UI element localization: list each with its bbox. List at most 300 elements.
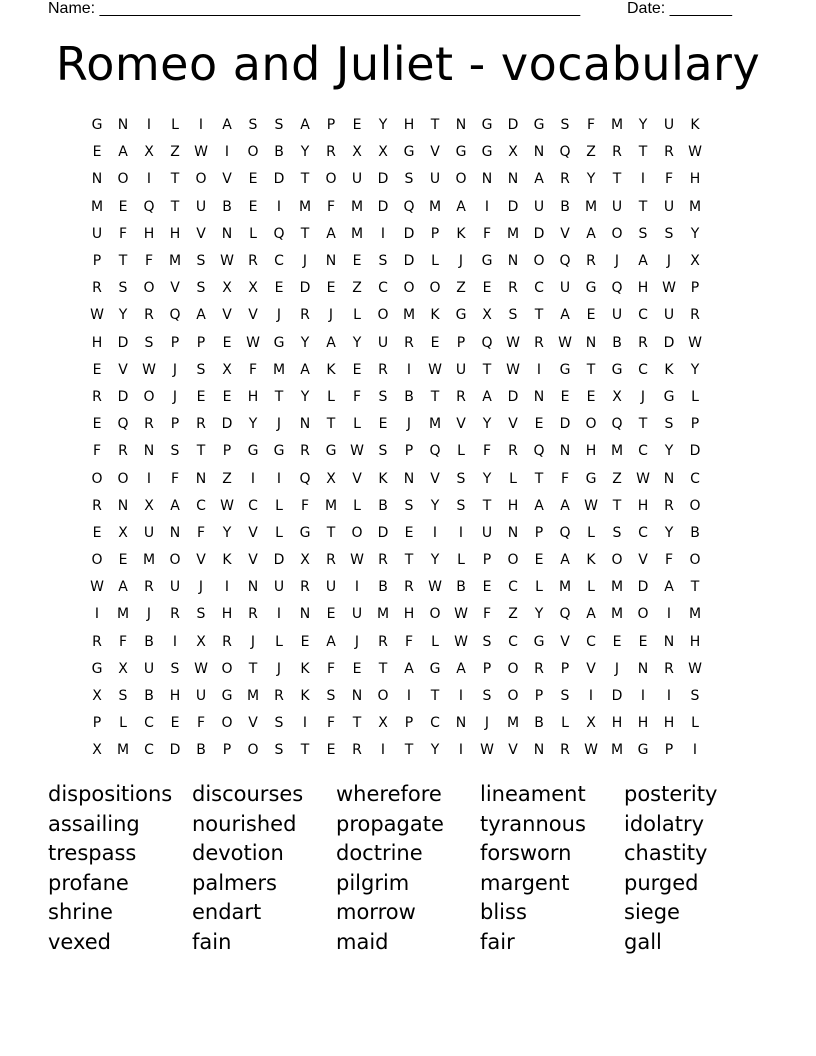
grid-letter: C [690, 470, 700, 487]
grid-letter: B [378, 579, 388, 596]
grid-letter: S [690, 688, 700, 705]
grid-row [84, 737, 734, 764]
grid-row [84, 656, 734, 683]
grid-letter: G [481, 117, 493, 134]
grid-letter: I [406, 361, 412, 378]
grid-letter: I [224, 579, 230, 596]
grid-letter: I [666, 606, 672, 623]
grid-letter: E [326, 280, 336, 297]
grid-letter: G [585, 280, 597, 297]
grid-letter: E [274, 280, 284, 297]
grid-letter: O [221, 715, 233, 732]
grid-letter: Y [118, 307, 128, 324]
grid-row [84, 112, 734, 139]
grid-letter: U [663, 117, 675, 134]
grid-letter: N [507, 253, 519, 270]
grid-letter: R [144, 307, 154, 324]
grid-letter: I [94, 606, 100, 623]
name-line: Name: ______________________________________________________ [48, 0, 581, 17]
grid-letter: N [299, 606, 311, 623]
grid-letter: T [534, 307, 544, 324]
grid-letter: N [403, 470, 415, 487]
grid-letter: V [508, 416, 518, 433]
grid-letter: U [169, 579, 181, 596]
grid-letter: W [584, 497, 598, 514]
grid-letter: E [638, 633, 648, 650]
grid-letter: D [507, 117, 519, 134]
grid-letter: N [663, 633, 675, 650]
grid-letter: G [455, 307, 467, 324]
word-list-item: discourses [192, 782, 304, 806]
grid-letter: T [170, 171, 180, 188]
grid-letter: I [432, 524, 438, 541]
grid-letter: D [663, 334, 675, 351]
grid-letter: E [92, 524, 102, 541]
grid-letter: A [664, 579, 674, 596]
grid-letter: S [456, 470, 466, 487]
grid-letter: Z [612, 470, 622, 487]
grid-letter: E [560, 388, 570, 405]
word-search-grid [84, 112, 734, 765]
grid-letter: S [560, 117, 570, 134]
grid-letter: H [689, 633, 701, 650]
grid-letter: L [327, 388, 335, 405]
grid-letter: S [196, 606, 206, 623]
grid-letter: F [326, 715, 336, 732]
grid-letter: C [508, 633, 518, 650]
grid-letter: T [326, 416, 336, 433]
grid-letter: T [612, 497, 622, 514]
grid-letter: I [458, 524, 464, 541]
grid-letter: I [146, 171, 152, 188]
grid-letter: L [431, 633, 439, 650]
grid-letter: J [354, 633, 360, 650]
grid-letter: A [586, 606, 596, 623]
grid-letter: J [172, 361, 178, 378]
grid-letter: W [454, 633, 468, 650]
grid-letter: X [248, 280, 258, 297]
grid-letter: E [196, 388, 206, 405]
grid-letter: A [326, 225, 336, 242]
grid-letter: D [273, 171, 285, 188]
grid-letter: P [690, 280, 700, 297]
grid-letter: B [612, 334, 622, 351]
grid-letter: F [196, 524, 206, 541]
grid-letter: J [640, 388, 646, 405]
grid-letter: A [534, 497, 544, 514]
grid-letter: W [558, 334, 572, 351]
grid-letter: R [404, 334, 414, 351]
grid-letter: S [664, 225, 674, 242]
grid-letter: S [326, 688, 336, 705]
grid-letter: N [507, 524, 519, 541]
grid-letter: U [351, 171, 363, 188]
word-list-item: lineament [480, 782, 586, 806]
grid-letter: H [403, 117, 415, 134]
grid-letter: W [350, 443, 364, 460]
grid-letter: B [144, 633, 154, 650]
grid-letter: A [404, 660, 414, 677]
grid-letter: I [380, 225, 386, 242]
grid-letter: P [196, 334, 206, 351]
grid-letter: Z [170, 144, 180, 161]
grid-letter: H [247, 388, 259, 405]
grid-letter: I [276, 606, 282, 623]
grid-letter: D [637, 579, 649, 596]
grid-letter: V [352, 470, 362, 487]
grid-letter: D [169, 742, 181, 759]
grid-letter: W [194, 144, 208, 161]
grid-row [84, 330, 734, 357]
grid-letter: P [326, 117, 336, 134]
grid-letter: O [143, 280, 155, 297]
grid-letter: G [663, 388, 675, 405]
grid-letter: K [586, 552, 596, 569]
grid-letter: Q [533, 443, 545, 460]
grid-letter: S [170, 660, 180, 677]
grid-letter: S [274, 715, 284, 732]
grid-letter: R [144, 579, 154, 596]
grid-letter: H [507, 497, 519, 514]
grid-letter: V [248, 552, 258, 569]
grid-letter: V [248, 524, 258, 541]
grid-letter: D [403, 253, 415, 270]
grid-letter: N [533, 144, 545, 161]
word-list-item: trespass [48, 841, 137, 866]
grid-letter: Z [352, 280, 362, 297]
word-list-item: gall [624, 929, 662, 954]
grid-letter: L [457, 552, 465, 569]
grid-letter: F [118, 633, 128, 650]
grid-letter: W [246, 334, 260, 351]
grid-letter: E [430, 334, 440, 351]
grid-letter: V [638, 552, 648, 569]
grid-letter: J [250, 633, 256, 650]
grid-letter: W [350, 552, 364, 569]
grid-letter: G [273, 334, 285, 351]
grid-letter: U [273, 579, 285, 596]
grid-letter: J [276, 307, 282, 324]
grid-letter: F [352, 388, 362, 405]
grid-letter: Z [586, 144, 596, 161]
grid-letter: E [534, 416, 544, 433]
grid-letter: R [560, 171, 570, 188]
grid-letter: L [691, 715, 699, 732]
grid-letter: J [406, 416, 412, 433]
grid-letter: A [560, 307, 570, 324]
grid-letter: Y [664, 443, 674, 460]
grid-letter: S [274, 742, 284, 759]
word-list-item: wherefore [336, 782, 442, 806]
grid-letter: K [326, 361, 336, 378]
grid-row [84, 629, 734, 656]
grid-letter: X [326, 470, 336, 487]
grid-letter: R [248, 606, 258, 623]
grid-letter: N [351, 688, 363, 705]
grid-letter: M [584, 198, 598, 215]
grid-letter: F [300, 497, 310, 514]
grid-letter: L [509, 470, 517, 487]
grid-letter: U [195, 688, 207, 705]
grid-letter: T [274, 388, 284, 405]
grid-letter: U [481, 524, 493, 541]
grid-letter: P [92, 715, 102, 732]
grid-letter: D [377, 524, 389, 541]
grid-letter: N [585, 334, 597, 351]
grid-letter: E [170, 715, 180, 732]
grid-letter: R [508, 280, 518, 297]
grid-letter: X [690, 253, 700, 270]
grid-letter: C [196, 497, 206, 514]
grid-letter: S [638, 225, 648, 242]
grid-letter: O [325, 171, 337, 188]
grid-letter: F [118, 225, 128, 242]
grid-letter: R [92, 280, 102, 297]
grid-row [84, 574, 734, 601]
grid-letter: H [637, 715, 649, 732]
grid-letter: G [533, 117, 545, 134]
word-list-item: nourished [192, 811, 297, 836]
grid-letter: E [586, 388, 596, 405]
grid-letter: C [274, 253, 284, 270]
grid-letter: H [663, 715, 675, 732]
grid-letter: Y [638, 117, 648, 134]
grid-letter: L [353, 497, 361, 514]
grid-letter: E [404, 524, 414, 541]
grid-letter: D [611, 688, 623, 705]
grid-letter: J [484, 715, 490, 732]
grid-letter: M [428, 198, 442, 215]
grid-letter: R [222, 633, 232, 650]
grid-letter: B [144, 688, 154, 705]
grid-letter: Q [299, 470, 311, 487]
grid-letter: G [429, 660, 441, 677]
grid-letter: N [247, 579, 259, 596]
grid-letter: X [586, 715, 596, 732]
grid-letter: W [90, 579, 104, 596]
grid-letter: L [431, 253, 439, 270]
grid-letter: D [689, 443, 701, 460]
word-list-item: profane [48, 870, 129, 895]
grid-letter: W [428, 579, 442, 596]
grid-letter: X [508, 144, 518, 161]
grid-letter: M [116, 606, 130, 623]
grid-letter: T [534, 470, 544, 487]
grid-letter: Q [169, 307, 181, 324]
grid-letter: Z [508, 606, 518, 623]
grid-letter: M [688, 198, 702, 215]
grid-row [84, 547, 734, 574]
grid-letter: P [664, 742, 674, 759]
grid-letter: N [169, 524, 181, 541]
grid-letter: T [404, 552, 414, 569]
grid-letter: X [144, 144, 154, 161]
grid-letter: I [172, 633, 178, 650]
grid-letter: M [142, 552, 156, 569]
grid-letter: M [402, 307, 416, 324]
grid-row [84, 302, 734, 329]
grid-letter: T [300, 171, 310, 188]
grid-letter: A [638, 253, 648, 270]
grid-letter: M [246, 688, 260, 705]
grid-letter: C [534, 280, 544, 297]
grid-letter: P [482, 552, 492, 569]
grid-letter: O [637, 606, 649, 623]
word-list-item: fair [480, 929, 515, 954]
grid-letter: O [195, 171, 207, 188]
grid-letter: K [664, 361, 674, 378]
word-list-item: endart [192, 900, 262, 925]
page-title: Romeo and Juliet - vocabulary [55, 37, 761, 91]
grid-letter: N [533, 388, 545, 405]
grid-letter: U [143, 660, 155, 677]
grid-letter: O [429, 280, 441, 297]
grid-letter: V [196, 552, 206, 569]
grid-letter: U [611, 307, 623, 324]
grid-letter: G [611, 361, 623, 378]
grid-letter: O [117, 470, 129, 487]
grid-letter: S [378, 388, 388, 405]
word-list-item: devotion [192, 841, 284, 866]
grid-letter: O [117, 171, 129, 188]
grid-letter: Y [378, 117, 388, 134]
grid-row [84, 520, 734, 547]
grid-row [84, 683, 734, 710]
grid-letter: S [456, 497, 466, 514]
grid-letter: R [144, 416, 154, 433]
word-list-item: pilgrim [336, 870, 410, 895]
grid-letter: G [403, 144, 415, 161]
grid-letter: R [118, 443, 128, 460]
grid-letter: V [196, 225, 206, 242]
grid-letter: G [559, 361, 571, 378]
grid-letter: G [585, 470, 597, 487]
grid-letter: S [664, 416, 674, 433]
grid-letter: E [326, 606, 336, 623]
grid-letter: P [430, 225, 440, 242]
grid-letter: W [142, 361, 156, 378]
grid-letter: H [637, 280, 649, 297]
grid-letter: O [611, 552, 623, 569]
grid-letter: O [143, 388, 155, 405]
grid-letter: S [196, 361, 206, 378]
grid-letter: T [196, 443, 206, 460]
grid-letter: Q [559, 524, 571, 541]
grid-letter: S [404, 171, 414, 188]
grid-letter: O [429, 606, 441, 623]
grid-letter: D [377, 198, 389, 215]
grid-letter: F [586, 117, 596, 134]
grid-letter: U [429, 171, 441, 188]
grid-letter: Z [456, 280, 466, 297]
grid-letter: X [196, 633, 206, 650]
grid-letter: R [378, 361, 388, 378]
grid-letter: Y [586, 171, 596, 188]
grid-letter: T [430, 688, 440, 705]
grid-letter: D [273, 552, 285, 569]
grid-letter: G [299, 524, 311, 541]
grid-letter: V [222, 171, 232, 188]
grid-letter: M [428, 416, 442, 433]
grid-letter: H [221, 606, 233, 623]
grid-letter: E [118, 198, 128, 215]
worksheet-header [48, 0, 748, 20]
grid-letter: R [612, 144, 622, 161]
grid-letter: S [404, 497, 414, 514]
grid-letter: F [482, 225, 492, 242]
grid-letter: A [456, 660, 466, 677]
grid-letter: Y [690, 225, 700, 242]
grid-letter: Y [352, 334, 362, 351]
grid-letter: I [640, 688, 646, 705]
grid-letter: O [377, 688, 389, 705]
grid-letter: U [533, 198, 545, 215]
grid-letter: P [404, 443, 414, 460]
grid-letter: V [248, 307, 258, 324]
grid-letter: I [692, 742, 698, 759]
grid-letter: U [351, 606, 363, 623]
grid-letter: R [378, 552, 388, 569]
grid-letter: P [482, 660, 492, 677]
grid-letter: T [352, 715, 362, 732]
grid-letter: I [276, 470, 282, 487]
grid-letter: O [403, 280, 415, 297]
grid-letter: J [172, 388, 178, 405]
grid-letter: L [171, 117, 179, 134]
grid-letter: E [352, 660, 362, 677]
grid-letter: G [325, 443, 337, 460]
grid-letter: I [484, 198, 490, 215]
word-list-item: idolatry [624, 811, 705, 836]
grid-letter: W [636, 470, 650, 487]
grid-letter: I [302, 715, 308, 732]
grid-letter: I [640, 171, 646, 188]
grid-letter: I [354, 579, 360, 596]
grid-letter: J [614, 253, 620, 270]
grid-letter: H [91, 334, 103, 351]
grid-letter: P [222, 443, 232, 460]
grid-letter: A [222, 117, 232, 134]
grid-letter: O [169, 552, 181, 569]
grid-letter: Q [611, 280, 623, 297]
grid-letter: R [378, 633, 388, 650]
grid-letter: P [534, 688, 544, 705]
grid-letter: F [326, 660, 336, 677]
grid-letter: F [170, 470, 180, 487]
grid-letter: E [612, 633, 622, 650]
grid-letter: R [534, 334, 544, 351]
grid-letter: Y [248, 416, 258, 433]
grid-letter: F [326, 198, 336, 215]
grid-letter: R [300, 579, 310, 596]
word-list-item: bliss [480, 900, 527, 925]
grid-letter: A [300, 361, 310, 378]
grid-letter: S [482, 633, 492, 650]
grid-letter: R [690, 307, 700, 324]
grid-letter: F [560, 470, 570, 487]
grid-letter: G [637, 742, 649, 759]
grid-letter: N [455, 715, 467, 732]
grid-letter: C [638, 443, 648, 460]
grid-letter: M [506, 715, 520, 732]
grid-letter: C [144, 742, 154, 759]
grid-letter: P [456, 334, 466, 351]
grid-letter: C [638, 524, 648, 541]
grid-letter: O [611, 225, 623, 242]
grid-letter: L [119, 715, 127, 732]
grid-letter: R [300, 443, 310, 460]
grid-letter: O [507, 552, 519, 569]
